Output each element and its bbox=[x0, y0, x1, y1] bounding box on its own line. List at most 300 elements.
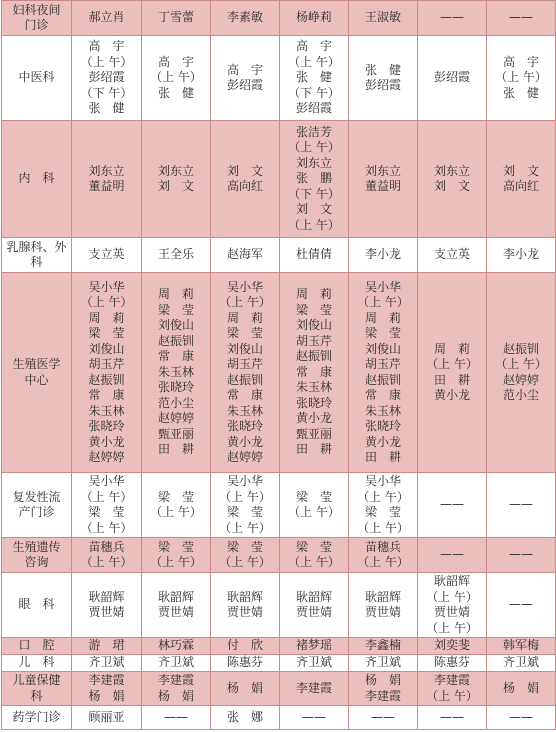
doctor-entry: 周 莉 bbox=[157, 287, 194, 302]
doctor-entry: 贾世婧 bbox=[226, 605, 263, 619]
doctor-entry: （下 午） bbox=[80, 85, 133, 100]
doctor-entry: （上 午） bbox=[288, 140, 340, 155]
no-service-dash: —— bbox=[509, 10, 533, 25]
department-cell bbox=[2, 655, 72, 672]
doctor-entry: 林巧霖 bbox=[157, 638, 194, 653]
doctor-entry: 吴小华 bbox=[88, 474, 125, 488]
doctor-entry: （上 午） bbox=[495, 357, 547, 371]
doctor-entry: 李小龙 bbox=[502, 247, 539, 262]
doctor-cell bbox=[418, 273, 487, 473]
doctor-entry: 梁 莹 bbox=[295, 302, 332, 317]
doctor-entry: （上 午） bbox=[219, 520, 271, 535]
doctor-cell bbox=[211, 36, 280, 121]
schedule-row bbox=[2, 538, 556, 573]
doctor-entry: 赵海军 bbox=[226, 247, 263, 262]
doctor-cell bbox=[211, 706, 280, 730]
doctor-cell bbox=[142, 672, 211, 706]
department-cell bbox=[2, 238, 72, 273]
doctor-entry: 周 莉 bbox=[433, 341, 470, 356]
doctor-entry: 赵振钏 bbox=[157, 333, 194, 348]
schedule-row bbox=[2, 273, 556, 473]
doctor-cell bbox=[487, 121, 556, 238]
no-service-dash: —— bbox=[509, 497, 533, 512]
doctor-entry: 刘俊山 bbox=[295, 318, 332, 333]
doctor-entry: 梁 莹 bbox=[226, 326, 263, 340]
doctor-cell bbox=[211, 655, 280, 672]
no-service-dash: —— bbox=[302, 709, 326, 724]
doctor-cell bbox=[349, 273, 418, 473]
doctor-entry: （上 午） bbox=[288, 505, 340, 519]
doctor-cell bbox=[418, 573, 487, 638]
department-cell bbox=[2, 121, 72, 238]
schedule-row bbox=[2, 638, 556, 655]
doctor-entry: 王全乐 bbox=[157, 247, 194, 262]
doctor-entry: 彭绍霞 bbox=[433, 70, 470, 85]
doctor-cell bbox=[418, 238, 487, 273]
doctor-cell bbox=[142, 36, 211, 121]
doctor-cell bbox=[418, 36, 487, 121]
doctor-cell bbox=[280, 121, 349, 238]
doctor-entry: （上 午） bbox=[219, 555, 271, 569]
doctor-cell bbox=[280, 473, 349, 538]
doctor-entry: 张晓玲 bbox=[226, 419, 263, 433]
doctor-entry: 周 莉 bbox=[295, 287, 332, 302]
doctor-entry: 常 康 bbox=[157, 349, 194, 364]
doctor-entry: （上 午） bbox=[357, 489, 409, 504]
doctor-entry: 贾世婧 bbox=[157, 605, 194, 619]
doctor-cell bbox=[72, 1, 142, 36]
doctor-entry: （上 午） bbox=[288, 54, 340, 69]
doctor-entry: 丁雪蕾 bbox=[157, 10, 194, 25]
doctor-cell bbox=[72, 273, 142, 473]
department-label: 中医科 bbox=[18, 70, 55, 85]
doctor-entry: 梁 莹 bbox=[364, 505, 401, 519]
department-label: 中心 bbox=[24, 372, 49, 387]
department-label: 乳腺科、外 bbox=[6, 239, 67, 254]
doctor-entry: 赵振钏 bbox=[295, 349, 332, 364]
department-label: 咨询 bbox=[24, 555, 49, 569]
doctor-entry: （上 午） bbox=[288, 217, 340, 232]
doctor-entry: 刘东立 bbox=[433, 163, 470, 178]
doctor-entry: 董益明 bbox=[364, 179, 401, 193]
department-label: 眼 科 bbox=[18, 597, 55, 612]
doctor-cell bbox=[142, 1, 211, 36]
doctor-cell bbox=[211, 121, 280, 238]
doctor-entry: 耿韶辉 bbox=[226, 589, 263, 604]
department-label: 儿童保健 bbox=[12, 673, 61, 687]
doctor-cell bbox=[418, 672, 487, 706]
doctor-entry: 王淑敏 bbox=[364, 10, 401, 25]
doctor-entry: 张 娜 bbox=[226, 709, 263, 724]
doctor-entry: 甄亚丽 bbox=[295, 426, 332, 441]
doctor-cell bbox=[142, 706, 211, 730]
no-service-dash: —— bbox=[440, 547, 464, 562]
doctor-entry: 张洁芳 bbox=[295, 124, 332, 139]
doctor-entry: 张晓玲 bbox=[295, 395, 332, 410]
doctor-entry: 赵振钏 bbox=[88, 372, 125, 387]
doctor-cell bbox=[280, 573, 349, 638]
doctor-entry: 梁 莹 bbox=[364, 326, 401, 340]
doctor-entry: 朱玉林 bbox=[157, 364, 194, 379]
doctor-entry: 常 康 bbox=[364, 388, 401, 402]
doctor-cell bbox=[211, 672, 280, 706]
doctor-entry: 赵婷婷 bbox=[88, 450, 125, 464]
doctor-cell bbox=[72, 238, 142, 273]
doctor-entry: （上 午） bbox=[80, 520, 133, 535]
doctor-entry: 齐卫斌 bbox=[502, 655, 539, 670]
doctor-entry: 张 健 bbox=[364, 62, 401, 77]
doctor-entry: 刘奕斐 bbox=[433, 638, 470, 653]
department-cell bbox=[2, 638, 72, 655]
clinic-schedule-table bbox=[1, 0, 556, 730]
doctor-entry: （上 午） bbox=[426, 620, 478, 635]
doctor-entry: 吴小华 bbox=[364, 279, 401, 294]
doctor-cell bbox=[487, 1, 556, 36]
doctor-cell bbox=[418, 655, 487, 672]
doctor-cell bbox=[142, 273, 211, 473]
doctor-cell bbox=[280, 655, 349, 672]
schedule-row bbox=[2, 473, 556, 538]
doctor-entry: 朱玉林 bbox=[226, 403, 263, 418]
doctor-entry: 张晓玲 bbox=[88, 419, 125, 433]
schedule-row bbox=[2, 672, 556, 706]
schedule-row bbox=[2, 121, 556, 238]
doctor-entry: 张 健 bbox=[502, 85, 539, 100]
doctor-entry: （上 午） bbox=[288, 555, 340, 569]
doctor-entry: （上 午） bbox=[80, 555, 133, 569]
doctor-entry: 赵振钏 bbox=[364, 372, 401, 387]
doctor-entry: 耿韶辉 bbox=[157, 589, 194, 604]
doctor-entry: 杨 娟 bbox=[88, 688, 125, 703]
doctor-entry: （下 午） bbox=[288, 186, 340, 201]
doctor-cell bbox=[280, 538, 349, 573]
doctor-entry: 彭绍霞 bbox=[295, 101, 332, 116]
doctor-entry: 郝立肖 bbox=[88, 10, 125, 25]
doctor-entry: 张 健 bbox=[157, 85, 194, 100]
doctor-entry: 高向红 bbox=[502, 179, 539, 193]
doctor-entry: 胡玉芹 bbox=[295, 333, 332, 348]
doctor-entry: 梁 莹 bbox=[226, 539, 263, 554]
doctor-entry: 苗穗兵 bbox=[364, 539, 401, 554]
doctor-entry: 苗穗兵 bbox=[88, 539, 125, 554]
doctor-entry: 赵振钏 bbox=[502, 341, 539, 356]
schedule-row bbox=[2, 1, 556, 36]
no-service-dash: —— bbox=[440, 709, 464, 724]
department-cell bbox=[2, 573, 72, 638]
doctor-entry: 高 宇 bbox=[295, 39, 332, 54]
doctor-entry: 董益明 bbox=[88, 179, 125, 193]
doctor-entry: 张 健 bbox=[88, 101, 125, 116]
doctor-entry: 李建霞 bbox=[157, 673, 194, 687]
doctor-entry: 齐卫斌 bbox=[364, 655, 401, 670]
no-service-dash: —— bbox=[509, 547, 533, 562]
doctor-entry: 周 莉 bbox=[226, 310, 263, 325]
doctor-cell bbox=[142, 238, 211, 273]
doctor-entry: 刘 文 bbox=[502, 163, 539, 178]
doctor-cell bbox=[72, 473, 142, 538]
doctor-cell bbox=[418, 538, 487, 573]
doctor-entry: 贾世婧 bbox=[295, 605, 332, 619]
doctor-entry: （上 午） bbox=[150, 70, 202, 85]
doctor-cell bbox=[211, 473, 280, 538]
doctor-entry: 游 珺 bbox=[88, 638, 125, 653]
doctor-entry: 梁 莹 bbox=[157, 539, 194, 554]
doctor-cell bbox=[418, 473, 487, 538]
doctor-entry: 梁 莹 bbox=[295, 539, 332, 554]
doctor-entry: 吴小华 bbox=[88, 279, 125, 294]
doctor-cell bbox=[349, 655, 418, 672]
doctor-entry: 刘 文 bbox=[433, 179, 470, 193]
doctor-entry: 刘东立 bbox=[157, 163, 194, 178]
department-cell bbox=[2, 1, 72, 36]
doctor-entry: 常 康 bbox=[88, 388, 125, 402]
doctor-cell bbox=[280, 1, 349, 36]
doctor-entry: 李建霞 bbox=[433, 673, 470, 687]
doctor-entry: （上 午） bbox=[80, 489, 133, 504]
doctor-entry: （上 午） bbox=[426, 688, 478, 703]
doctor-cell bbox=[349, 238, 418, 273]
doctor-cell bbox=[487, 538, 556, 573]
doctor-entry: 支立英 bbox=[433, 247, 470, 262]
doctor-cell bbox=[418, 638, 487, 655]
doctor-entry: （上 午） bbox=[357, 295, 409, 309]
doctor-entry: 常 康 bbox=[295, 364, 332, 379]
doctor-entry: 甄亚丽 bbox=[157, 426, 194, 441]
no-service-dash: —— bbox=[509, 709, 533, 724]
department-label: 妇科夜间 bbox=[12, 2, 61, 17]
doctor-cell bbox=[72, 638, 142, 655]
doctor-cell bbox=[211, 273, 280, 473]
department-label: 门诊 bbox=[24, 18, 49, 32]
doctor-entry: 耿韶辉 bbox=[88, 589, 125, 604]
doctor-entry: 朱玉林 bbox=[295, 380, 332, 395]
doctor-entry: 梁 莹 bbox=[88, 505, 125, 519]
doctor-entry: 耿韶辉 bbox=[433, 574, 470, 588]
doctor-cell bbox=[418, 121, 487, 238]
doctor-entry: 付 欣 bbox=[226, 638, 263, 653]
doctor-entry: 杨 娟 bbox=[502, 680, 539, 695]
doctor-entry: 刘东立 bbox=[364, 163, 401, 178]
doctor-entry: 高 宇 bbox=[502, 54, 539, 69]
department-cell bbox=[2, 706, 72, 730]
department-cell bbox=[2, 273, 72, 473]
doctor-entry: 齐卫斌 bbox=[295, 655, 332, 670]
schedule-row bbox=[2, 36, 556, 121]
schedule-row bbox=[2, 655, 556, 672]
doctor-cell bbox=[211, 538, 280, 573]
doctor-entry: 周 莉 bbox=[364, 310, 401, 325]
doctor-cell bbox=[349, 638, 418, 655]
doctor-cell bbox=[142, 538, 211, 573]
doctor-cell bbox=[72, 538, 142, 573]
doctor-entry: 胡玉芹 bbox=[364, 357, 401, 371]
doctor-cell bbox=[487, 706, 556, 730]
doctor-cell bbox=[487, 672, 556, 706]
doctor-entry: 彭绍霞 bbox=[364, 78, 401, 92]
doctor-entry: 高 宇 bbox=[157, 54, 194, 69]
doctor-entry: 范小尘 bbox=[157, 395, 194, 410]
doctor-entry: 常 康 bbox=[226, 388, 263, 402]
doctor-cell bbox=[72, 121, 142, 238]
doctor-entry: 耿韶辉 bbox=[295, 589, 332, 604]
doctor-entry: 张晓玲 bbox=[364, 419, 401, 433]
doctor-entry: 顾丽亚 bbox=[88, 709, 125, 724]
doctor-cell bbox=[280, 36, 349, 121]
doctor-entry: 胡玉芹 bbox=[226, 357, 263, 371]
doctor-cell bbox=[349, 573, 418, 638]
doctor-cell bbox=[142, 655, 211, 672]
doctor-entry: 李建霞 bbox=[364, 688, 401, 703]
doctor-cell bbox=[487, 36, 556, 121]
doctor-entry: 刘东立 bbox=[295, 155, 332, 170]
doctor-entry: 李小龙 bbox=[364, 247, 401, 262]
doctor-entry: （下 午） bbox=[288, 85, 340, 100]
doctor-cell bbox=[72, 672, 142, 706]
doctor-cell bbox=[487, 655, 556, 672]
doctor-cell bbox=[72, 36, 142, 121]
schedule-row bbox=[2, 573, 556, 638]
doctor-cell bbox=[280, 638, 349, 655]
doctor-entry: 张 健 bbox=[295, 70, 332, 85]
doctor-entry: 陈惠芬 bbox=[226, 655, 263, 670]
doctor-entry: 李建霞 bbox=[295, 680, 332, 695]
doctor-entry: 张晓玲 bbox=[157, 380, 194, 395]
doctor-cell bbox=[280, 273, 349, 473]
department-cell bbox=[2, 538, 72, 573]
doctor-entry: （上 午） bbox=[426, 357, 478, 371]
doctor-entry: （上 午） bbox=[219, 489, 271, 504]
doctor-cell bbox=[142, 573, 211, 638]
doctor-entry: 梁 莹 bbox=[295, 489, 332, 504]
doctor-entry: 杨 娟 bbox=[157, 688, 194, 703]
no-service-dash: —— bbox=[164, 709, 188, 724]
department-label: 科 bbox=[30, 255, 43, 269]
doctor-cell bbox=[487, 273, 556, 473]
doctor-cell bbox=[280, 238, 349, 273]
doctor-entry: 田 耕 bbox=[157, 442, 194, 457]
doctor-entry: 黄小龙 bbox=[88, 434, 125, 449]
doctor-cell bbox=[280, 706, 349, 730]
doctor-entry: 黄小龙 bbox=[364, 434, 401, 449]
doctor-entry: 赵婷婷 bbox=[157, 411, 194, 426]
doctor-entry: 杜倩倩 bbox=[295, 247, 332, 262]
doctor-cell bbox=[349, 473, 418, 538]
department-label: 科 bbox=[30, 688, 43, 703]
doctor-entry: 刘俊山 bbox=[226, 341, 263, 356]
doctor-entry: 刘俊山 bbox=[157, 318, 194, 333]
doctor-entry: 刘东立 bbox=[88, 163, 125, 178]
no-service-dash: —— bbox=[371, 709, 395, 724]
doctor-cell bbox=[211, 1, 280, 36]
no-service-dash: —— bbox=[440, 497, 464, 512]
doctor-entry: 吴小华 bbox=[226, 474, 263, 488]
doctor-entry: （上 午） bbox=[357, 520, 409, 535]
doctor-entry: 耿韶辉 bbox=[364, 589, 401, 604]
department-label: 内 科 bbox=[18, 171, 55, 186]
doctor-entry: 田 耕 bbox=[433, 372, 470, 387]
doctor-cell bbox=[142, 473, 211, 538]
doctor-entry: 李鑫楠 bbox=[364, 638, 401, 653]
doctor-entry: 刘 文 bbox=[226, 163, 263, 178]
doctor-entry: 周 莉 bbox=[88, 310, 125, 325]
doctor-cell bbox=[349, 1, 418, 36]
doctor-entry: 黄小龙 bbox=[433, 388, 470, 402]
department-cell bbox=[2, 473, 72, 538]
doctor-entry: 高向红 bbox=[226, 179, 263, 193]
doctor-entry: 贾世婧 bbox=[364, 605, 401, 619]
doctor-entry: 张 鹏 bbox=[295, 171, 332, 186]
doctor-entry: 黄小龙 bbox=[226, 434, 263, 449]
doctor-entry: 黄小龙 bbox=[295, 411, 332, 426]
doctor-entry: 彭绍霞 bbox=[226, 78, 263, 92]
doctor-entry: 高 宇 bbox=[226, 62, 263, 77]
doctor-cell bbox=[211, 238, 280, 273]
doctor-cell bbox=[142, 638, 211, 655]
doctor-cell bbox=[72, 706, 142, 730]
doctor-entry: （上 午） bbox=[219, 295, 271, 309]
doctor-entry: 刘 文 bbox=[157, 179, 194, 193]
doctor-entry: 杨 娟 bbox=[364, 673, 401, 687]
doctor-entry: （上 午） bbox=[357, 555, 409, 569]
doctor-entry: 李建霞 bbox=[88, 673, 125, 687]
department-label: 复发性流 bbox=[12, 489, 61, 504]
doctor-entry: 梁 莹 bbox=[157, 489, 194, 504]
doctor-cell bbox=[280, 672, 349, 706]
department-cell bbox=[2, 672, 72, 706]
doctor-entry: 彭绍霞 bbox=[88, 70, 125, 85]
doctor-entry: 赵婷婷 bbox=[502, 372, 539, 387]
department-label: 生殖遗传 bbox=[12, 539, 61, 554]
doctor-entry: （上 午） bbox=[150, 505, 202, 519]
doctor-cell bbox=[349, 538, 418, 573]
schedule-row bbox=[2, 706, 556, 730]
doctor-cell bbox=[349, 121, 418, 238]
doctor-cell bbox=[349, 672, 418, 706]
department-label: 产门诊 bbox=[18, 505, 55, 519]
doctor-entry: 田 耕 bbox=[364, 450, 401, 464]
doctor-cell bbox=[142, 121, 211, 238]
doctor-entry: 齐卫斌 bbox=[157, 655, 194, 670]
doctor-cell bbox=[418, 1, 487, 36]
doctor-cell bbox=[487, 238, 556, 273]
department-label: 药学门诊 bbox=[12, 709, 61, 724]
doctor-entry: 范小尘 bbox=[502, 388, 539, 402]
doctor-entry: 刘俊山 bbox=[364, 341, 401, 356]
doctor-entry: （上 午） bbox=[495, 70, 547, 85]
doctor-entry: 韩军梅 bbox=[502, 638, 539, 653]
doctor-entry: 贾世婧 bbox=[433, 605, 470, 619]
doctor-cell bbox=[211, 638, 280, 655]
doctor-cell bbox=[349, 36, 418, 121]
doctor-entry: 齐卫斌 bbox=[88, 655, 125, 670]
doctor-entry: 梁 莹 bbox=[226, 505, 263, 519]
doctor-entry: 吴小华 bbox=[364, 474, 401, 488]
doctor-entry: 吴小华 bbox=[226, 279, 263, 294]
doctor-entry: （上 午） bbox=[150, 555, 202, 569]
doctor-entry: 赵婷婷 bbox=[226, 450, 263, 464]
doctor-entry: （上 午） bbox=[80, 54, 133, 69]
no-service-dash: —— bbox=[440, 10, 464, 25]
doctor-entry: 朱玉林 bbox=[364, 403, 401, 418]
doctor-entry: 支立英 bbox=[88, 247, 125, 262]
department-label: 口 腔 bbox=[18, 638, 55, 653]
doctor-entry: （上 午） bbox=[426, 589, 478, 604]
doctor-entry: 朱玉林 bbox=[88, 403, 125, 418]
doctor-cell bbox=[349, 706, 418, 730]
no-service-dash: —— bbox=[509, 597, 533, 612]
doctor-entry: （上 午） bbox=[80, 295, 133, 309]
doctor-cell bbox=[72, 655, 142, 672]
